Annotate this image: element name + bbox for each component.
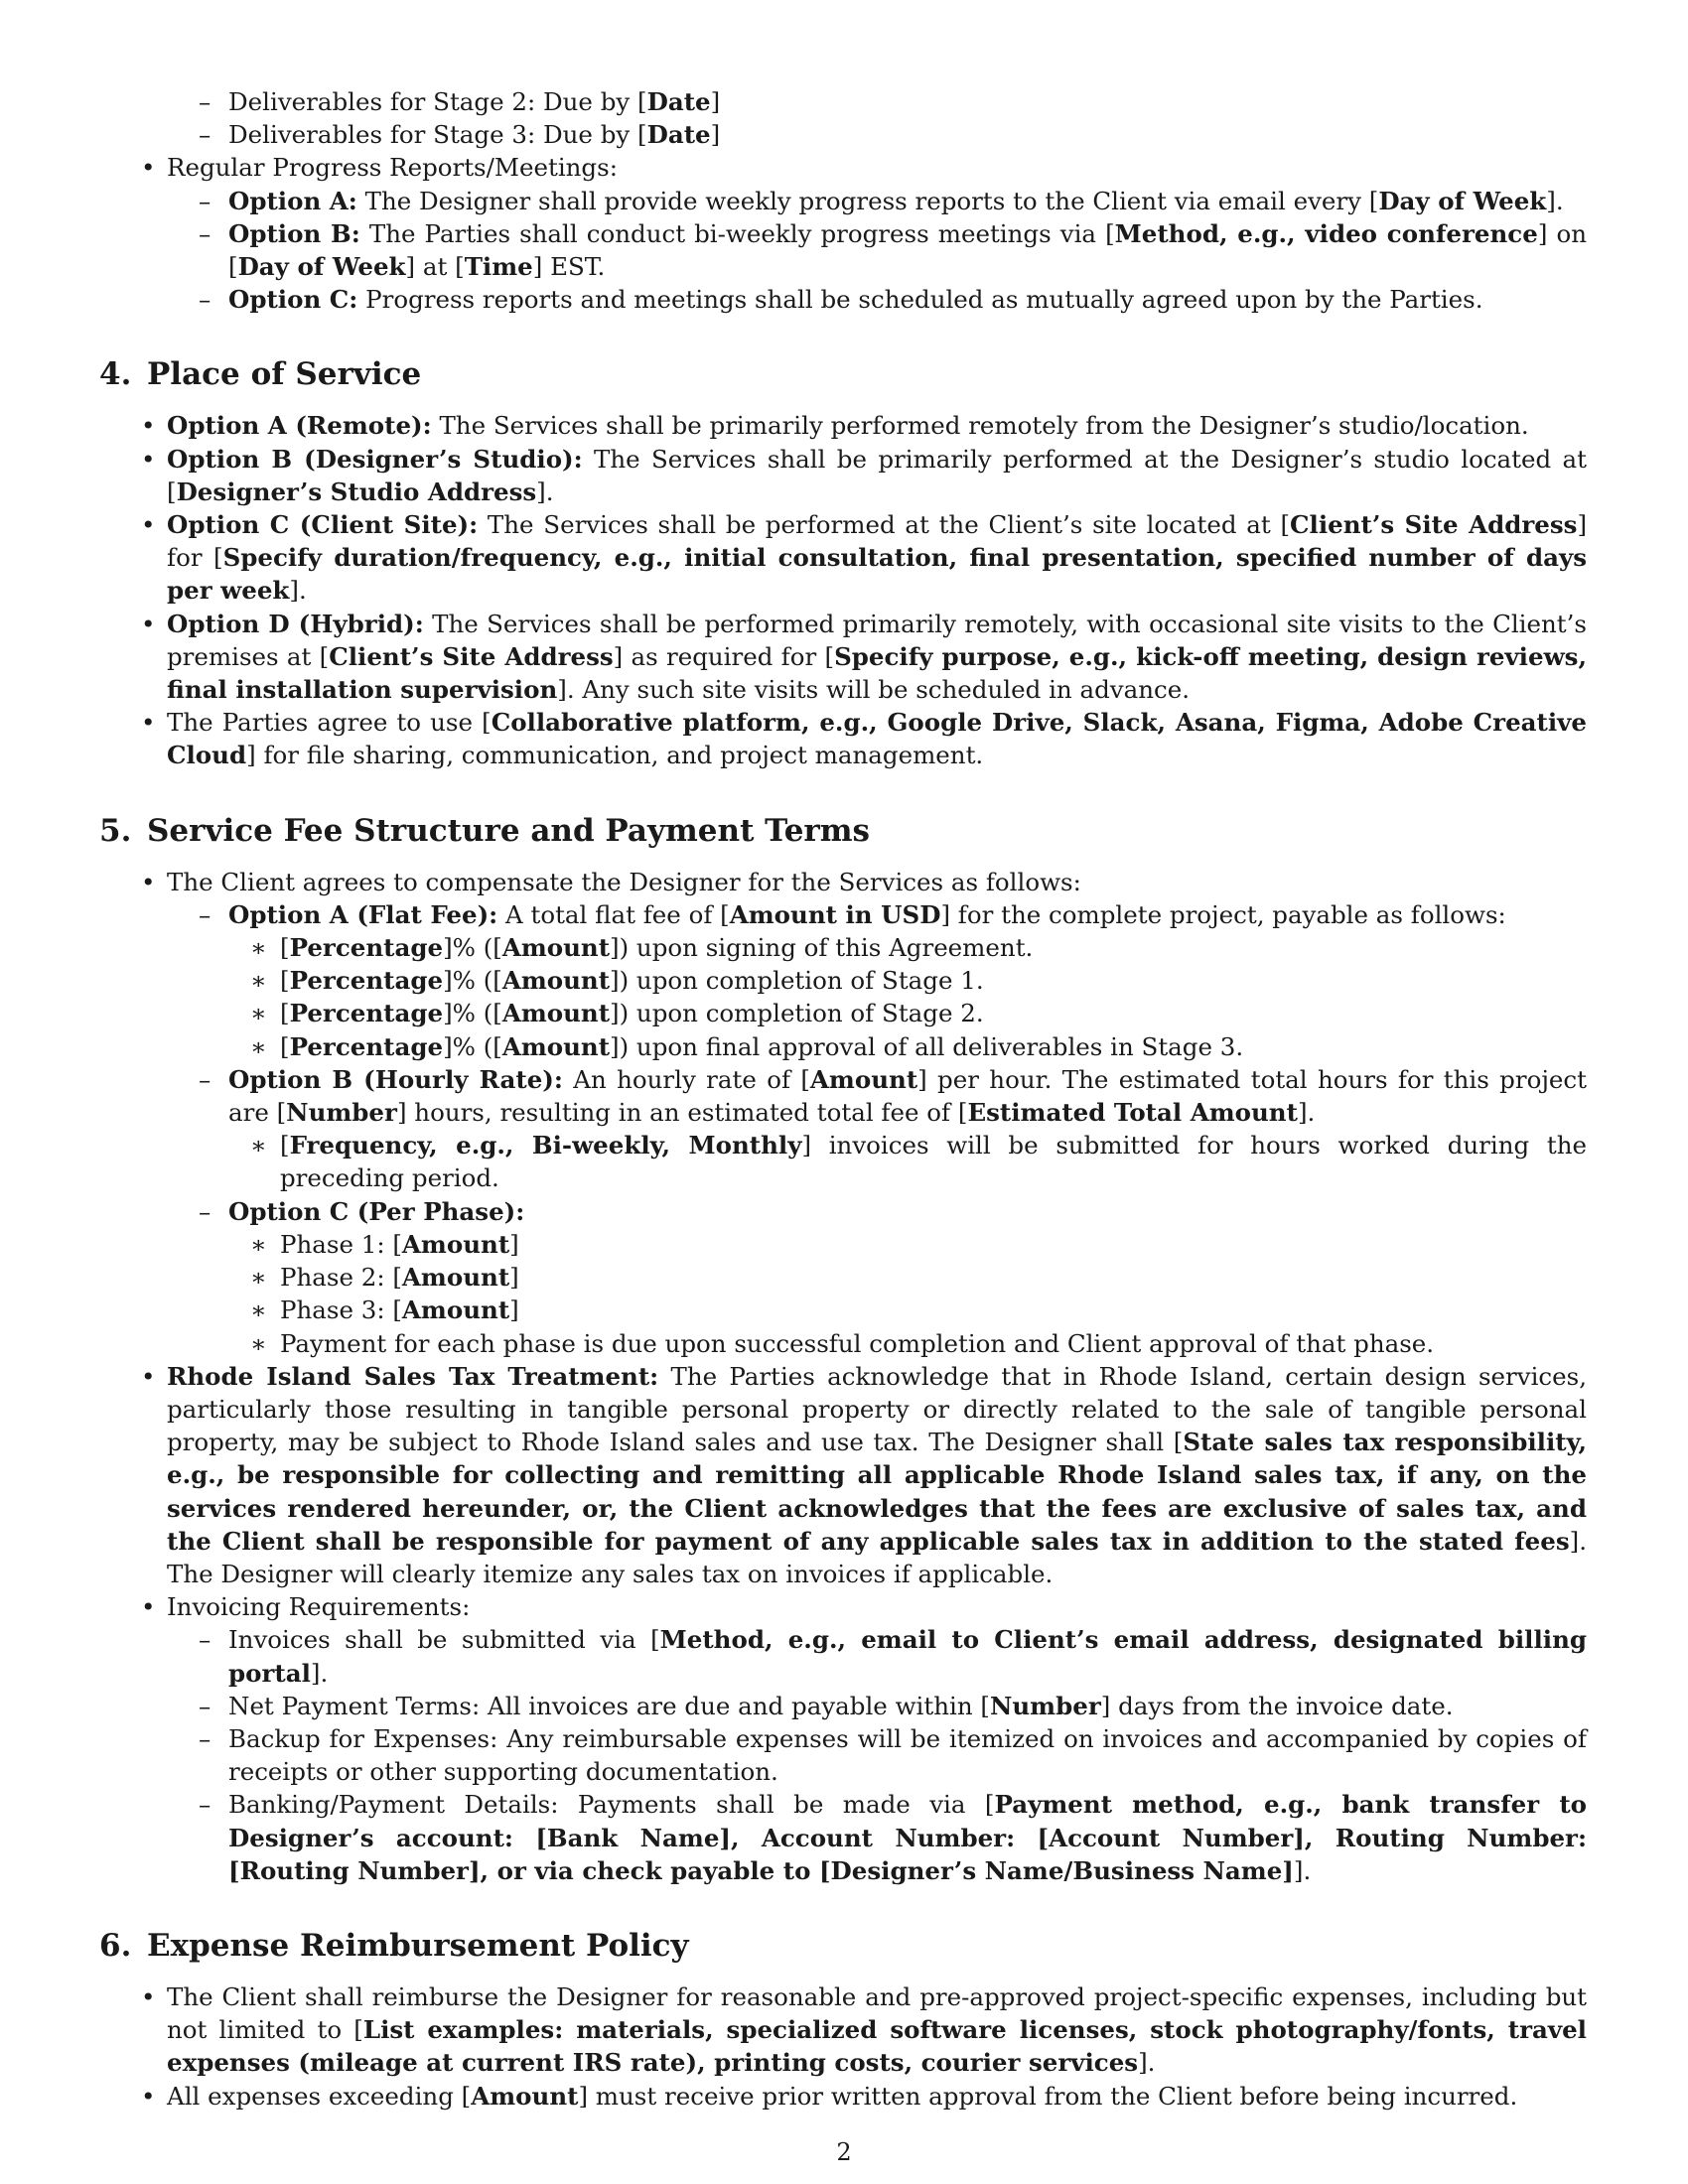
list-item: ∗ [Percentage]% ([Amount]) upon completion of Stage 1. <box>280 964 1587 997</box>
intro-list <box>167 85 1587 316</box>
place-option-a: • Option A (Remote): The Services shall be primarily performed remotely from the Designer’s studio/location. <box>167 409 1587 442</box>
list-item: – Invoices shall be submitted via [Method, e.g., email to Client’s email address, designated billing portal]. <box>228 1623 1587 1689</box>
list-item: ∗ [Percentage]% ([Amount]) upon final approval of all deliverables in Stage 3. <box>280 1030 1587 1063</box>
list-item: – Deliverables for Stage 2: Due by [Date] <box>228 85 1587 118</box>
list-item: – Net Payment Terms: All invoices are due and payable within [Number] days from the invoice date. <box>228 1690 1587 1722</box>
hourly-invoice-list <box>228 1129 1587 1194</box>
list-item: • All expenses exceeding [Amount] must receive prior written approval from the Client before being incurred. <box>167 2080 1587 2113</box>
flat-fee-schedule <box>228 931 1587 1063</box>
invoicing-item: • Invoicing Requirements: – Invoices shall be submitted via [Method, e.g., email to Client’s email address, designated billing portal]. – Net Payment Terms: All invoices are due and payable within [Number] days from the invoice date. – Backup for Expenses: Any reimbursable expenses will be itemized on invoices and accompanied by copies of receipts or other supporting documentation. – Banking/Payment Details: Payments shall be made via [Payment method, e.g., bank transfer to Designer’s account: [Bank Name], Account Number: [Account Number], Routing Number: [Routing Number], or via check payable to [Designer’s Name/Business Name]]. <box>167 1590 1587 1887</box>
document-page <box>99 85 1588 2113</box>
stage-continuation <box>167 85 1587 151</box>
fee-option-a: – Option A (Flat Fee): A total flat fee of [Amount in USD] for the complete project, payable as follows: ∗ [Percentage]% ([Amount]) upon signing of this Agreement. ∗ [Percentage]% ([Amount]) upon completion of Stage 1. ∗ [Percentage]% ([Amount]) upon completion of Stage 2. ∗ [Percentage]% ([Amount]) upon final approval of all deliverables in Stage 3. <box>228 898 1587 1063</box>
list-item: ∗ Phase 2: [Amount] <box>280 1261 1587 1294</box>
progress-option-c: – Option C: Progress reports and meetings shall be scheduled as mutually agreed upon by the Parties. <box>228 283 1587 316</box>
list-item: ∗ [Percentage]% ([Amount]) upon completion of Stage 2. <box>280 997 1587 1029</box>
section-5-heading: 5. Service Fee Structure and Payment Terms <box>99 812 871 849</box>
section-5-list <box>167 866 1587 1887</box>
section-4-list <box>167 409 1587 771</box>
fee-option-b: – Option B (Hourly Rate): An hourly rate of [Amount] per hour. The estimated total hours for this project are [Number] hours, resulting in an estimated total fee of [Estimated Total Amount]. ∗ [Frequency, e.g., Bi-weekly, Monthly] invoices will be submitted for hours worked during the preceding period. <box>228 1063 1587 1195</box>
compensation-item: • The Client agrees to compensate the Designer for the Services as follows: – Option A (Flat Fee): A total flat fee of [Amount in USD] for the complete project, payable as follows: ∗ [Percentage]% ([Amount]) upon signing of this Agreement. ∗ [Percentage]% ([Amount]) upon completion of Stage 1. ∗ [Percentage]% ([Amount]) upon completion of Stage 2. ∗ [Percentage]% ([Amount]) upon final approval of all deliverables in Stage 3. – Option B (Hourly Rate): An hourly rate of [Amount] per hour. The estimated total hours for this project are [Number] hours, resulting in an estimated total fee of [Estimated Total Amount]. ∗ [Frequency, e.g., Bi-weekly, Monthly] invoices will be submitted for hours worked during the preceding period. – Option C (Per Phase): ∗ Phase 1: [Amount] ∗ Phase 2: [Amount] ∗ Phase 3: [Amount] ∗ Payment for each phase is due upon successful completion and Client approval of that phase. <box>167 866 1587 1360</box>
progress-option-b: – Option B: The Parties shall conduct bi-weekly progress meetings via [Method, e.g., video conference] on [Day of Week] at [Time] EST. <box>228 217 1587 283</box>
progress-option-a: – Option A: The Designer shall provide weekly progress reports to the Client via email every [Day of Week]. <box>228 185 1587 217</box>
fee-option-c: – Option C (Per Phase): ∗ Phase 1: [Amount] ∗ Phase 2: [Amount] ∗ Phase 3: [Amount] ∗ Payment for each phase is due upon successful completion and Client approval of that phase. <box>228 1195 1587 1360</box>
list-item: – Backup for Expenses: Any reimbursable expenses will be itemized on invoices and accompanied by copies of receipts or other supporting documentation. <box>228 1722 1587 1788</box>
stage-deliverables-list <box>167 85 1587 151</box>
list-item: ∗ [Percentage]% ([Amount]) upon signing of this Agreement. <box>280 931 1587 964</box>
sales-tax-item: • Rhode Island Sales Tax Treatment: The Parties acknowledge that in Rhode Island, certain design services, particularly those resulting in tangible personal property or directly related to the sale of tangible personal property, may be subject to Rhode Island sales and use tax. The Designer shall [State sales tax responsibility, e.g., be responsible for collecting and remitting all applicable Rhode Island sales tax, if any, on the services rendered hereunder, or, the Client acknowledges that the fees are exclusive of sales tax, and the Client shall be responsible for payment of any applicable sales tax in addition to the stated fees]. The Designer will clearly itemize any sales tax on invoices if applicable. <box>167 1360 1587 1590</box>
list-item: ∗ Payment for each phase is due upon successful completion and Client approval of that phase. <box>280 1327 1587 1360</box>
section-6-list <box>167 1980 1587 2113</box>
collaboration-platform-item: • The Parties agree to use [Collaborative platform, e.g., Google Drive, Slack, Asana, Figma, Adobe Creative Cloud] for file sharing, communication, and project management. <box>167 706 1587 771</box>
phase-fee-list <box>228 1228 1587 1360</box>
invoicing-list <box>167 1623 1587 1887</box>
page-number: 2 <box>836 2138 852 2166</box>
section-4-heading: 4. Place of Service <box>99 356 422 393</box>
progress-options-list <box>167 185 1587 317</box>
progress-reports-item: • Regular Progress Reports/Meetings: – Option A: The Designer shall provide weekly progress reports to the Client via email every [Day of Week]. – Option B: The Parties shall conduct bi-weekly progress meetings via [Method, e.g., video conference] on [Day of Week] at [Time] EST. – Option C: Progress reports and meetings shall be scheduled as mutually agreed upon by the Parties. <box>167 151 1587 316</box>
list-item: • The Client shall reimburse the Designer for reasonable and pre-approved project-specific expenses, including but not limited to [List examples: materials, specialized software licenses, stock photography/fonts, travel expenses (mileage at current IRS rate), printing costs, courier services]. <box>167 1980 1587 2080</box>
fee-options-list <box>167 898 1587 1360</box>
list-item: ∗ [Frequency, e.g., Bi-weekly, Monthly] invoices will be submitted for hours worked during the preceding period. <box>280 1129 1587 1194</box>
list-item: ∗ Phase 3: [Amount] <box>280 1294 1587 1326</box>
list-item: – Banking/Payment Details: Payments shall be made via [Payment method, e.g., bank transfer to Designer’s account: [Bank Name], Account Number: [Account Number], Routing Number: [Routing Number], or via check payable to [Designer’s Name/Business Name]]. <box>228 1788 1587 1887</box>
list-item: ∗ Phase 1: [Amount] <box>280 1228 1587 1261</box>
place-option-c: • Option C (Client Site): The Services shall be performed at the Client’s site located at [Client’s Site Address] for [Specify duration/frequency, e.g., initial consultation, final presentation, specified number of days per week]. <box>167 508 1587 608</box>
place-option-b: • Option B (Designer’s Studio): The Services shall be primarily performed at the Designer’s studio located at [Designer’s Studio Address]. <box>167 443 1587 508</box>
place-option-d: • Option D (Hybrid): The Services shall be performed primarily remotely, with occasional site visits to the Client’s premises at [Client’s Site Address] as required for [Specify purpose, e.g., kick-off meeting, design reviews, final installation supervision]. Any such site visits will be scheduled in advance. <box>167 608 1587 707</box>
section-6-heading: 6. Expense Reimbursement Policy <box>99 1927 689 1964</box>
list-item: – Deliverables for Stage 3: Due by [Date] <box>228 118 1587 151</box>
